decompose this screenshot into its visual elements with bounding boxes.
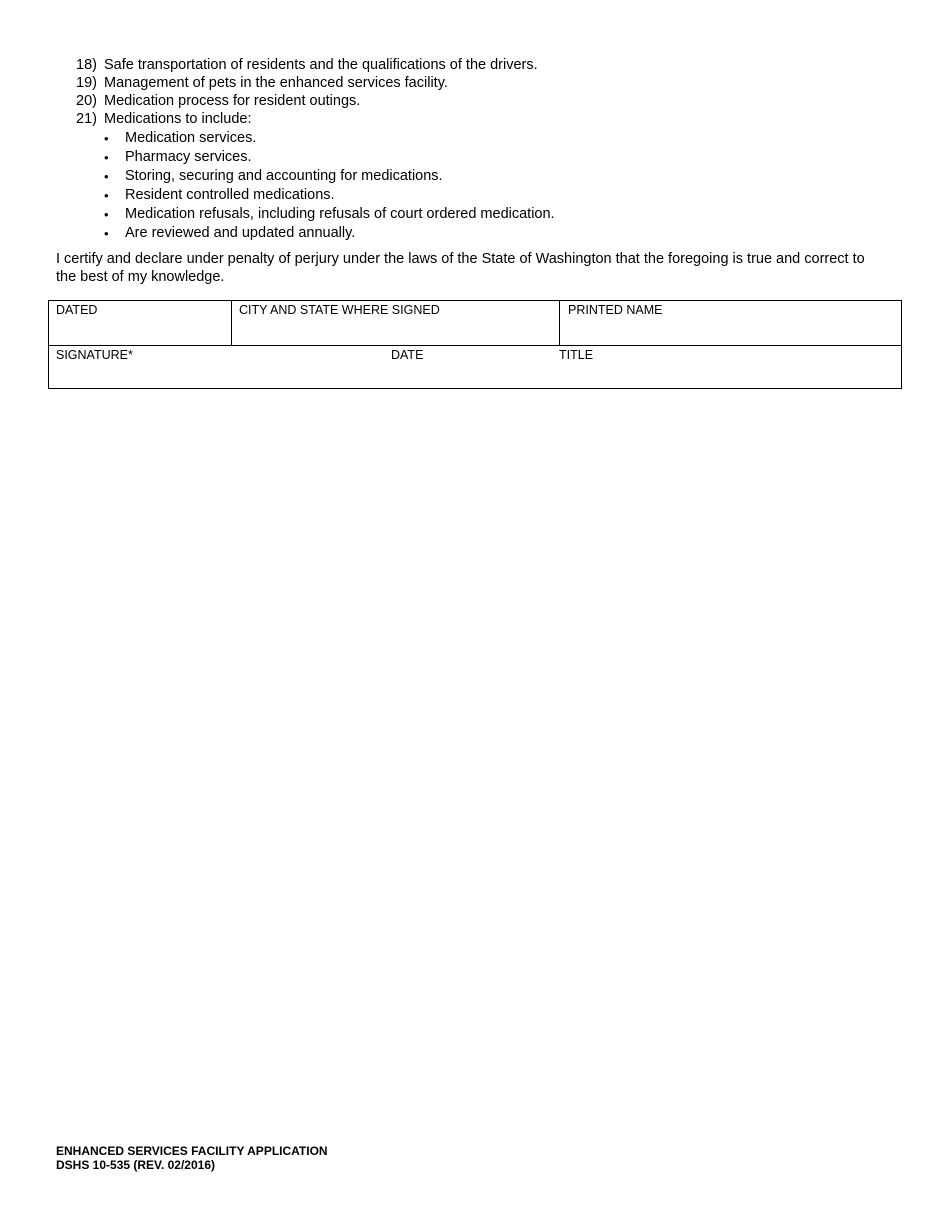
bullet-text: Medication services.: [125, 130, 257, 146]
item-text: Medications to include:: [104, 111, 252, 127]
bullet-item: [104, 148, 884, 167]
dated-field[interactable]: DATED: [56, 303, 98, 317]
list-item: [76, 56, 896, 74]
form-footer: [56, 1144, 328, 1172]
item-text: Medication process for resident outings.: [104, 93, 361, 109]
bullet-icon: •: [104, 188, 109, 203]
numbered-list: [76, 56, 896, 128]
certification-statement: I certify and declare under penalty of perjury under the laws of the State of Washington that the foregoing is true and correct to the best of my knowledge.: [56, 251, 865, 285]
item-text: Management of pets in the enhanced services facility.: [104, 75, 448, 91]
signature-field[interactable]: SIGNATURE*: [56, 348, 133, 362]
bullet-icon: •: [104, 131, 109, 146]
form-title: ENHANCED SERVICES FACILITY APPLICATION: [56, 1144, 328, 1158]
bullet-list: [104, 129, 884, 243]
form-number: DSHS 10-535 (REV. 02/2016): [56, 1158, 215, 1172]
bullet-item: [104, 205, 884, 224]
signature-table: [48, 300, 902, 389]
bullet-item: [104, 186, 884, 205]
bullet-icon: •: [104, 150, 109, 165]
list-item: [76, 92, 896, 110]
bullet-text: Are reviewed and updated annually.: [125, 225, 356, 241]
cell-divider: [231, 301, 232, 345]
list-item: [76, 110, 896, 128]
item-number: 20): [76, 93, 97, 109]
signature-table-row: [49, 301, 901, 346]
list-item: [76, 74, 896, 92]
signature-table-row: [49, 346, 901, 390]
bullet-text: Storing, securing and accounting for medications.: [125, 168, 443, 184]
bullet-icon: •: [104, 169, 109, 184]
city-state-field[interactable]: CITY AND STATE WHERE SIGNED: [239, 303, 440, 317]
bullet-icon: •: [104, 226, 109, 241]
item-number: 19): [76, 75, 97, 91]
item-number: 21): [76, 111, 97, 127]
signature-date-field[interactable]: DATE: [391, 348, 424, 362]
bullet-text: Resident controlled medications.: [125, 187, 335, 203]
bullet-item: [104, 224, 884, 243]
title-field[interactable]: TITLE: [559, 348, 594, 362]
item-number: 18): [76, 57, 97, 73]
bullet-icon: •: [104, 207, 109, 222]
printed-name-field[interactable]: PRINTED NAME: [568, 303, 663, 317]
cell-divider: [559, 301, 560, 345]
bullet-text: Pharmacy services.: [125, 149, 252, 165]
bullet-item: [104, 167, 884, 186]
bullet-item: [104, 129, 884, 148]
bullet-text: Medication refusals, including refusals of court ordered medication.: [125, 206, 555, 222]
item-text: Safe transportation of residents and the qualifications of the drivers.: [104, 57, 538, 73]
